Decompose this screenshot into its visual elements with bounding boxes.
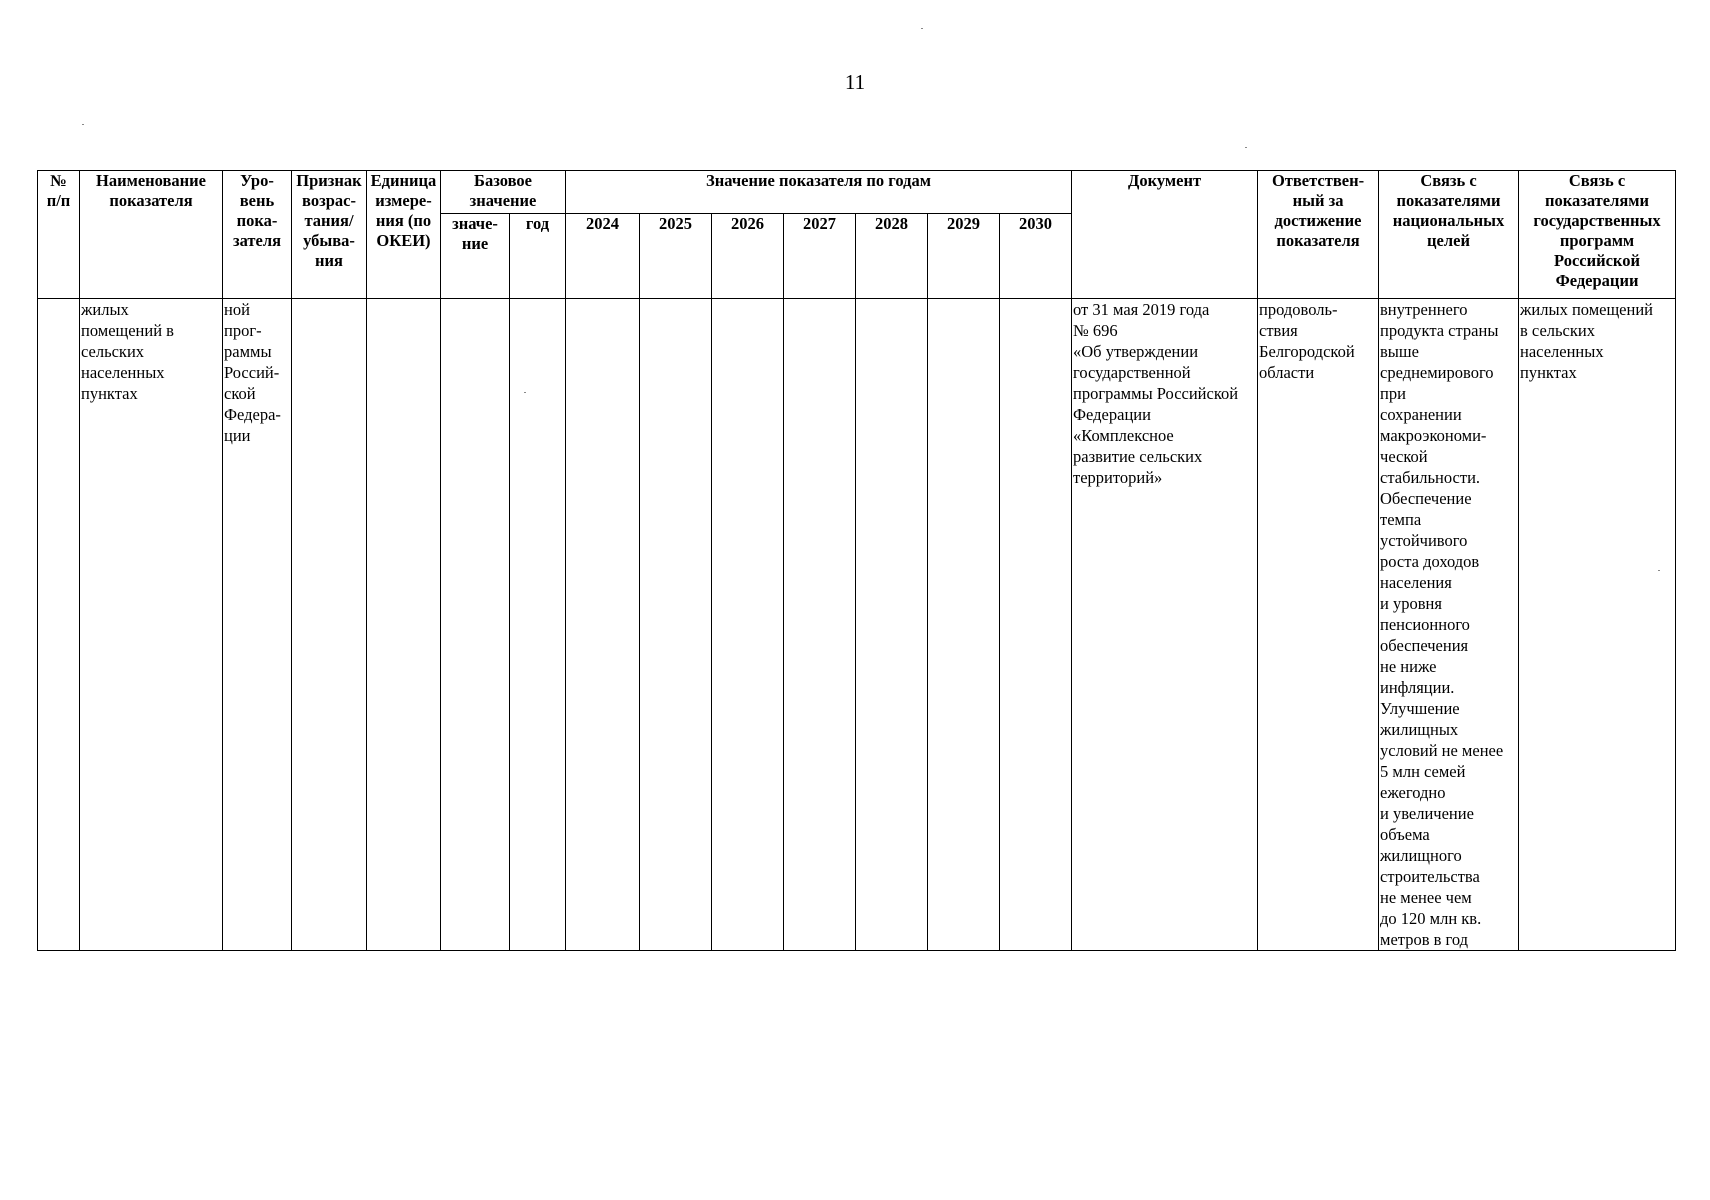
cell-year-value [712,299,784,951]
cell-responsible: продоволь- ствия Белгородской области [1258,299,1379,951]
cell-unit [367,299,441,951]
header-document: Документ [1072,171,1258,299]
scan-speck [921,28,923,29]
header-year: 2030 [1000,214,1072,299]
cell-document: от 31 мая 2019 года № 696 «Об утверждении государственной программы Российской Федерации «Комплексное развитие сельских территорий» [1072,299,1258,951]
header-num: № п/п [38,171,80,299]
header-base-value: значе- ние [441,214,510,299]
cell-year-value [566,299,640,951]
cell-base-value [441,299,510,951]
header-unit: Единица измере- ния (по ОКЕИ) [367,171,441,299]
indicator-table [37,170,1676,951]
header-base: Базовое значение [441,171,566,214]
header-year: 2026 [712,214,784,299]
cell-base-year [510,299,566,951]
header-year: 2029 [928,214,1000,299]
cell-year-value [928,299,1000,951]
cell-year-value [784,299,856,951]
cell-year-value [1000,299,1072,951]
scan-speck [82,124,84,125]
cell-num [38,299,80,951]
cell-year-value [856,299,928,951]
cell-level: ной прог- раммы Россий- ской Федера- ции [223,299,292,951]
header-year: 2027 [784,214,856,299]
header-responsible: Ответствен- ный за достижение показателя [1258,171,1379,299]
cell-link-state: жилых помещений в сельских населенных пунктах [1519,299,1676,951]
header-year: 2025 [640,214,712,299]
cell-link-national: внутреннего продукта страны выше среднемирового при сохранении макроэкономи- ческой стабильности. Обеспечение темпа устойчивого роста доходов населения и уровня пенсионного обеспечения не ниже инфляции. Улучшение жилищных условий не менее 5 млн семей ежегодно и увеличение объема жилищного строительства не менее чем до 120 млн кв. метров в год [1379,299,1519,951]
cell-sign [292,299,367,951]
header-name: Наименование показателя [80,171,223,299]
header-base-year: год [510,214,566,299]
header-link-state: Связь с показателями государственных программ Российской Федерации [1519,171,1676,299]
table-row [38,299,1676,951]
page-number: 11 [844,70,866,94]
header-link-national: Связь с показателями национальных целей [1379,171,1519,299]
header-sign: Признак возрас- тания/ убыва- ния [292,171,367,299]
header-year: 2028 [856,214,928,299]
header-level: Уро- вень пока- зателя [223,171,292,299]
header-values-by-year: Значение показателя по годам [566,171,1072,214]
cell-year-value [640,299,712,951]
scan-speck [1245,147,1247,148]
cell-name: жилых помещений в сельских населенных пунктах [80,299,223,951]
header-year: 2024 [566,214,640,299]
